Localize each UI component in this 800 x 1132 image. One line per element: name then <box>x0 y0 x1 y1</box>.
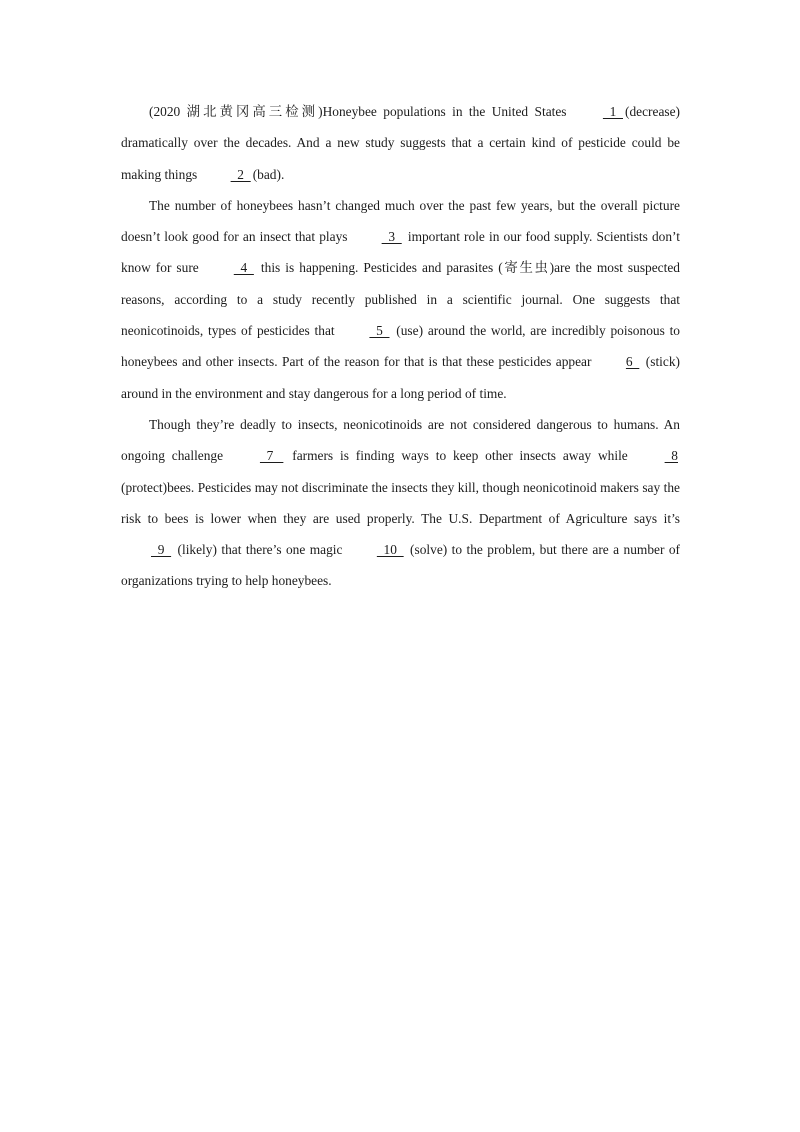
paragraph-text: (decrease) dramatically over the decades. And a new study suggests that a certain kind of pesticide could be making things <box>121 104 681 182</box>
blank-1: 1 <box>602 104 623 119</box>
paragraph-text: (solve) to the problem, but there are a number of organizations trying to help honeybees. <box>121 542 680 589</box>
paragraph-text: Honeybee populations in the United States <box>322 104 573 119</box>
paragraph-text: Though they’re deadly to insects, neonicotinoids are not considered dangerous to humans. An ongoing challenge <box>121 416 680 464</box>
paragraph-text: important role in our food supply. Scientists don’t know for sure <box>121 229 680 276</box>
blank-4: 4 <box>233 260 254 276</box>
blank-5: 5 <box>369 323 390 339</box>
paragraph-1 <box>121 96 680 190</box>
paragraph-text: this is happening. Pesticides and parasites (寄生虫)are the most suspected reasons, according to a study recently published in a scientific journal. One suggests that neonicotinoids, types of pesticides that <box>121 260 680 339</box>
blank-3: 3 <box>381 229 402 245</box>
paragraph-text: (use) around the world, are incredibly poisonous to honeybees and other insects. Part of the reason for that is that these pesticides appear <box>121 323 680 370</box>
blank-8: 8 <box>664 448 678 464</box>
paragraph-text: (protect)bees. Pesticides may not discriminate the insects they kill, though neonicotinoid makers say the risk to bees is lower when they are used properly. The U.S. Department of Agriculture says it’s <box>121 479 680 526</box>
cloze-passage <box>121 96 680 597</box>
paragraph-3 <box>121 409 680 597</box>
blank-10: 10 <box>376 542 404 558</box>
paragraph-text: farmers is finding ways to keep other insects away while <box>285 448 635 464</box>
source-tag: (2020 湖北黄冈高三检测) <box>149 104 323 119</box>
blank-9: 9 <box>151 542 172 558</box>
paragraph-2 <box>121 190 680 409</box>
paragraph-text: (stick) around in the environment and stay dangerous for a long period of time. <box>121 354 680 401</box>
paragraph-text: (bad). <box>252 166 285 182</box>
blank-2: 2 <box>230 166 251 182</box>
paragraph-text: (likely) that there’s one magic <box>173 542 347 558</box>
paragraph-text: The number of honeybees hasn’t changed much over the past few years, but the overall picture doesn’t look good for an insect that plays <box>121 197 680 245</box>
blank-7: 7 <box>259 448 284 464</box>
blank-6: 6 <box>625 354 640 370</box>
